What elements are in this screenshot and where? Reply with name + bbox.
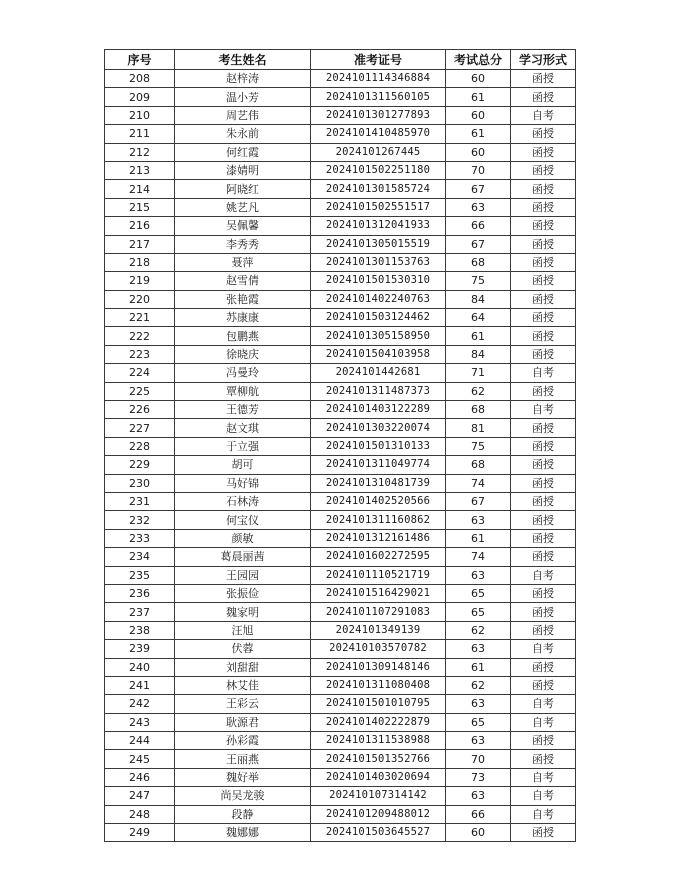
cell-serial-number: 211 (105, 125, 175, 143)
table-row (105, 401, 576, 419)
cell-serial-number: 226 (105, 401, 175, 419)
cell-admission-number: 2024101305015519 (311, 235, 446, 253)
cell-total-score: 61 (446, 125, 511, 143)
cell-total-score: 74 (446, 548, 511, 566)
cell-total-score: 65 (446, 603, 511, 621)
cell-study-mode: 函授 (511, 492, 576, 510)
cell-study-mode: 函授 (511, 88, 576, 106)
cell-total-score: 71 (446, 364, 511, 382)
cell-candidate-name: 吴佩馨 (175, 217, 311, 235)
cell-admission-number: 2024101301153763 (311, 253, 446, 271)
score-table (104, 49, 576, 842)
cell-study-mode: 函授 (511, 327, 576, 345)
cell-candidate-name: 耿源君 (175, 713, 311, 731)
cell-serial-number: 225 (105, 382, 175, 400)
cell-total-score: 62 (446, 382, 511, 400)
cell-total-score: 61 (446, 327, 511, 345)
table-row (105, 584, 576, 602)
cell-study-mode: 函授 (511, 309, 576, 327)
cell-total-score: 63 (446, 787, 511, 805)
cell-serial-number: 240 (105, 658, 175, 676)
cell-admission-number: 2024101310481739 (311, 474, 446, 492)
table-row (105, 695, 576, 713)
table-row (105, 824, 576, 842)
table-row (105, 198, 576, 216)
header-total-score: 考试总分 (446, 50, 511, 70)
table-row (105, 161, 576, 179)
table-row (105, 787, 576, 805)
cell-serial-number: 231 (105, 492, 175, 510)
cell-admission-number: 2024101301585724 (311, 180, 446, 198)
cell-admission-number: 2024101402222879 (311, 713, 446, 731)
cell-study-mode: 函授 (511, 603, 576, 621)
cell-admission-number: 2024101442681 (311, 364, 446, 382)
cell-serial-number: 219 (105, 272, 175, 290)
cell-candidate-name: 尚吴龙骏 (175, 787, 311, 805)
cell-candidate-name: 王德芳 (175, 401, 311, 419)
table-row (105, 272, 576, 290)
cell-candidate-name: 赵文琪 (175, 419, 311, 437)
table-row (105, 382, 576, 400)
cell-study-mode: 函授 (511, 161, 576, 179)
cell-candidate-name: 聂萍 (175, 253, 311, 271)
cell-total-score: 63 (446, 732, 511, 750)
cell-admission-number: 2024101311049774 (311, 456, 446, 474)
cell-serial-number: 213 (105, 161, 175, 179)
cell-serial-number: 224 (105, 364, 175, 382)
cell-admission-number: 2024101602272595 (311, 548, 446, 566)
header-candidate-name: 考生姓名 (175, 50, 311, 70)
cell-candidate-name: 张振俭 (175, 584, 311, 602)
cell-total-score: 63 (446, 198, 511, 216)
table-row (105, 474, 576, 492)
cell-study-mode: 函授 (511, 253, 576, 271)
cell-study-mode: 函授 (511, 529, 576, 547)
cell-admission-number: 2024101501310133 (311, 437, 446, 455)
cell-candidate-name: 于立强 (175, 437, 311, 455)
table-row (105, 566, 576, 584)
cell-serial-number: 227 (105, 419, 175, 437)
cell-candidate-name: 周艺伟 (175, 106, 311, 124)
cell-total-score: 63 (446, 695, 511, 713)
cell-admission-number: 2024101311538988 (311, 732, 446, 750)
cell-study-mode: 函授 (511, 217, 576, 235)
cell-admission-number: 2024101267445 (311, 143, 446, 161)
cell-serial-number: 228 (105, 437, 175, 455)
cell-study-mode: 函授 (511, 584, 576, 602)
table-row (105, 327, 576, 345)
cell-total-score: 65 (446, 584, 511, 602)
cell-total-score: 61 (446, 658, 511, 676)
cell-admission-number: 202410103570782 (311, 640, 446, 658)
table-row (105, 658, 576, 676)
cell-admission-number: 2024101402240763 (311, 290, 446, 308)
cell-study-mode: 函授 (511, 456, 576, 474)
table-row (105, 419, 576, 437)
cell-admission-number: 2024101301277893 (311, 106, 446, 124)
table-row (105, 732, 576, 750)
cell-total-score: 70 (446, 750, 511, 768)
cell-study-mode: 函授 (511, 143, 576, 161)
cell-candidate-name: 刘甜甜 (175, 658, 311, 676)
cell-admission-number: 2024101410485970 (311, 125, 446, 143)
table-row (105, 713, 576, 731)
table-row (105, 768, 576, 786)
cell-study-mode: 自考 (511, 713, 576, 731)
cell-candidate-name: 马好锦 (175, 474, 311, 492)
table-row (105, 437, 576, 455)
cell-serial-number: 230 (105, 474, 175, 492)
table-header-row (105, 50, 576, 70)
table-row (105, 603, 576, 621)
cell-candidate-name: 何红霞 (175, 143, 311, 161)
cell-total-score: 66 (446, 217, 511, 235)
cell-admission-number: 2024101501010795 (311, 695, 446, 713)
cell-total-score: 81 (446, 419, 511, 437)
cell-total-score: 64 (446, 309, 511, 327)
cell-admission-number: 2024101311560105 (311, 88, 446, 106)
cell-total-score: 70 (446, 161, 511, 179)
table-row (105, 125, 576, 143)
table-row (105, 750, 576, 768)
cell-candidate-name: 覃柳航 (175, 382, 311, 400)
cell-study-mode: 函授 (511, 70, 576, 88)
cell-candidate-name: 林艾佳 (175, 676, 311, 694)
cell-candidate-name: 魏好举 (175, 768, 311, 786)
cell-total-score: 60 (446, 824, 511, 842)
cell-serial-number: 238 (105, 621, 175, 639)
cell-candidate-name: 冯曼玲 (175, 364, 311, 382)
cell-admission-number: 2024101303220074 (311, 419, 446, 437)
cell-serial-number: 243 (105, 713, 175, 731)
cell-admission-number: 2024101503645527 (311, 824, 446, 842)
cell-admission-number: 2024101309148146 (311, 658, 446, 676)
cell-study-mode: 函授 (511, 824, 576, 842)
cell-study-mode: 函授 (511, 290, 576, 308)
cell-total-score: 68 (446, 253, 511, 271)
cell-total-score: 61 (446, 88, 511, 106)
cell-serial-number: 232 (105, 511, 175, 529)
cell-total-score: 61 (446, 529, 511, 547)
cell-serial-number: 229 (105, 456, 175, 474)
cell-admission-number: 2024101501352766 (311, 750, 446, 768)
cell-study-mode: 自考 (511, 566, 576, 584)
cell-total-score: 73 (446, 768, 511, 786)
table-row (105, 621, 576, 639)
table-row (105, 180, 576, 198)
cell-study-mode: 函授 (511, 676, 576, 694)
cell-admission-number: 2024101110521719 (311, 566, 446, 584)
cell-admission-number: 2024101349139 (311, 621, 446, 639)
cell-candidate-name: 魏娜娜 (175, 824, 311, 842)
cell-study-mode: 函授 (511, 511, 576, 529)
cell-candidate-name: 赵梓涛 (175, 70, 311, 88)
cell-total-score: 63 (446, 640, 511, 658)
cell-study-mode: 函授 (511, 474, 576, 492)
table-row (105, 456, 576, 474)
cell-total-score: 62 (446, 621, 511, 639)
cell-serial-number: 249 (105, 824, 175, 842)
cell-total-score: 63 (446, 566, 511, 584)
cell-serial-number: 241 (105, 676, 175, 694)
cell-study-mode: 函授 (511, 621, 576, 639)
cell-study-mode: 函授 (511, 180, 576, 198)
cell-study-mode: 函授 (511, 198, 576, 216)
cell-serial-number: 217 (105, 235, 175, 253)
cell-study-mode: 函授 (511, 382, 576, 400)
table-row (105, 364, 576, 382)
cell-total-score: 60 (446, 70, 511, 88)
cell-study-mode: 函授 (511, 437, 576, 455)
cell-candidate-name: 苏康康 (175, 309, 311, 327)
cell-serial-number: 216 (105, 217, 175, 235)
table-row (105, 548, 576, 566)
cell-serial-number: 234 (105, 548, 175, 566)
cell-admission-number: 2024101312041933 (311, 217, 446, 235)
cell-total-score: 67 (446, 492, 511, 510)
cell-study-mode: 函授 (511, 419, 576, 437)
cell-study-mode: 自考 (511, 768, 576, 786)
cell-candidate-name: 魏家明 (175, 603, 311, 621)
cell-serial-number: 210 (105, 106, 175, 124)
table-row (105, 805, 576, 823)
cell-admission-number: 2024101503124462 (311, 309, 446, 327)
cell-candidate-name: 王丽燕 (175, 750, 311, 768)
cell-study-mode: 自考 (511, 640, 576, 658)
header-serial-number: 序号 (105, 50, 175, 70)
cell-admission-number: 2024101403122289 (311, 401, 446, 419)
cell-serial-number: 246 (105, 768, 175, 786)
cell-total-score: 66 (446, 805, 511, 823)
cell-serial-number: 248 (105, 805, 175, 823)
cell-admission-number: 202410107314142 (311, 787, 446, 805)
cell-candidate-name: 葛晨丽茜 (175, 548, 311, 566)
table-row (105, 676, 576, 694)
cell-candidate-name: 何宝仪 (175, 511, 311, 529)
cell-admission-number: 2024101501530310 (311, 272, 446, 290)
table-row (105, 235, 576, 253)
cell-total-score: 75 (446, 437, 511, 455)
table-row (105, 309, 576, 327)
cell-candidate-name: 张艳霞 (175, 290, 311, 308)
cell-study-mode: 自考 (511, 695, 576, 713)
cell-total-score: 75 (446, 272, 511, 290)
table-row (105, 640, 576, 658)
cell-candidate-name: 阿晓红 (175, 180, 311, 198)
cell-total-score: 60 (446, 106, 511, 124)
cell-study-mode: 自考 (511, 787, 576, 805)
cell-admission-number: 2024101402520566 (311, 492, 446, 510)
cell-serial-number: 208 (105, 70, 175, 88)
cell-total-score: 68 (446, 401, 511, 419)
cell-total-score: 60 (446, 143, 511, 161)
cell-serial-number: 215 (105, 198, 175, 216)
cell-study-mode: 自考 (511, 401, 576, 419)
cell-serial-number: 242 (105, 695, 175, 713)
table-row (105, 529, 576, 547)
table-row (105, 88, 576, 106)
cell-serial-number: 223 (105, 345, 175, 363)
cell-study-mode: 函授 (511, 272, 576, 290)
cell-candidate-name: 王园园 (175, 566, 311, 584)
cell-serial-number: 237 (105, 603, 175, 621)
cell-total-score: 74 (446, 474, 511, 492)
cell-serial-number: 221 (105, 309, 175, 327)
table-row (105, 492, 576, 510)
cell-serial-number: 214 (105, 180, 175, 198)
cell-admission-number: 2024101312161486 (311, 529, 446, 547)
cell-serial-number: 239 (105, 640, 175, 658)
cell-serial-number: 212 (105, 143, 175, 161)
cell-study-mode: 函授 (511, 125, 576, 143)
cell-study-mode: 自考 (511, 364, 576, 382)
table-row (105, 253, 576, 271)
cell-candidate-name: 汪旭 (175, 621, 311, 639)
cell-total-score: 65 (446, 713, 511, 731)
cell-total-score: 68 (446, 456, 511, 474)
header-study-mode: 学习形式 (511, 50, 576, 70)
cell-candidate-name: 赵雪倩 (175, 272, 311, 290)
cell-serial-number: 233 (105, 529, 175, 547)
cell-candidate-name: 李秀秀 (175, 235, 311, 253)
cell-study-mode: 函授 (511, 548, 576, 566)
cell-admission-number: 2024101311487373 (311, 382, 446, 400)
cell-admission-number: 2024101107291083 (311, 603, 446, 621)
cell-total-score: 84 (446, 290, 511, 308)
cell-admission-number: 2024101305158950 (311, 327, 446, 345)
cell-total-score: 67 (446, 235, 511, 253)
cell-candidate-name: 温小芳 (175, 88, 311, 106)
cell-candidate-name: 段静 (175, 805, 311, 823)
cell-serial-number: 245 (105, 750, 175, 768)
cell-total-score: 63 (446, 511, 511, 529)
table-row (105, 70, 576, 88)
cell-serial-number: 247 (105, 787, 175, 805)
cell-admission-number: 2024101516429021 (311, 584, 446, 602)
table-row (105, 143, 576, 161)
table-row (105, 217, 576, 235)
cell-total-score: 62 (446, 676, 511, 694)
cell-serial-number: 220 (105, 290, 175, 308)
cell-candidate-name: 孙彩霞 (175, 732, 311, 750)
cell-candidate-name: 朱永前 (175, 125, 311, 143)
table-row (105, 106, 576, 124)
cell-admission-number: 2024101504103958 (311, 345, 446, 363)
cell-candidate-name: 王彩云 (175, 695, 311, 713)
cell-serial-number: 244 (105, 732, 175, 750)
cell-study-mode: 函授 (511, 658, 576, 676)
cell-serial-number: 209 (105, 88, 175, 106)
cell-study-mode: 函授 (511, 345, 576, 363)
cell-admission-number: 2024101403020694 (311, 768, 446, 786)
cell-candidate-name: 徐晓庆 (175, 345, 311, 363)
table-body (105, 70, 576, 842)
cell-candidate-name: 颜敏 (175, 529, 311, 547)
cell-admission-number: 2024101114346884 (311, 70, 446, 88)
cell-serial-number: 235 (105, 566, 175, 584)
table-row (105, 511, 576, 529)
cell-candidate-name: 漆婧明 (175, 161, 311, 179)
cell-admission-number: 2024101311160862 (311, 511, 446, 529)
cell-candidate-name: 石林涛 (175, 492, 311, 510)
cell-admission-number: 2024101502251180 (311, 161, 446, 179)
table-row (105, 290, 576, 308)
cell-total-score: 67 (446, 180, 511, 198)
cell-serial-number: 222 (105, 327, 175, 345)
header-admission-number: 准考证号 (311, 50, 446, 70)
cell-admission-number: 2024101502551517 (311, 198, 446, 216)
cell-serial-number: 236 (105, 584, 175, 602)
cell-candidate-name: 包鹏燕 (175, 327, 311, 345)
cell-study-mode: 自考 (511, 106, 576, 124)
cell-total-score: 84 (446, 345, 511, 363)
cell-study-mode: 函授 (511, 235, 576, 253)
cell-candidate-name: 伏蓉 (175, 640, 311, 658)
cell-admission-number: 2024101209488012 (311, 805, 446, 823)
cell-candidate-name: 胡可 (175, 456, 311, 474)
cell-serial-number: 218 (105, 253, 175, 271)
cell-study-mode: 函授 (511, 750, 576, 768)
cell-study-mode: 函授 (511, 732, 576, 750)
cell-admission-number: 2024101311080408 (311, 676, 446, 694)
cell-candidate-name: 姚艺凡 (175, 198, 311, 216)
table-row (105, 345, 576, 363)
cell-study-mode: 自考 (511, 805, 576, 823)
